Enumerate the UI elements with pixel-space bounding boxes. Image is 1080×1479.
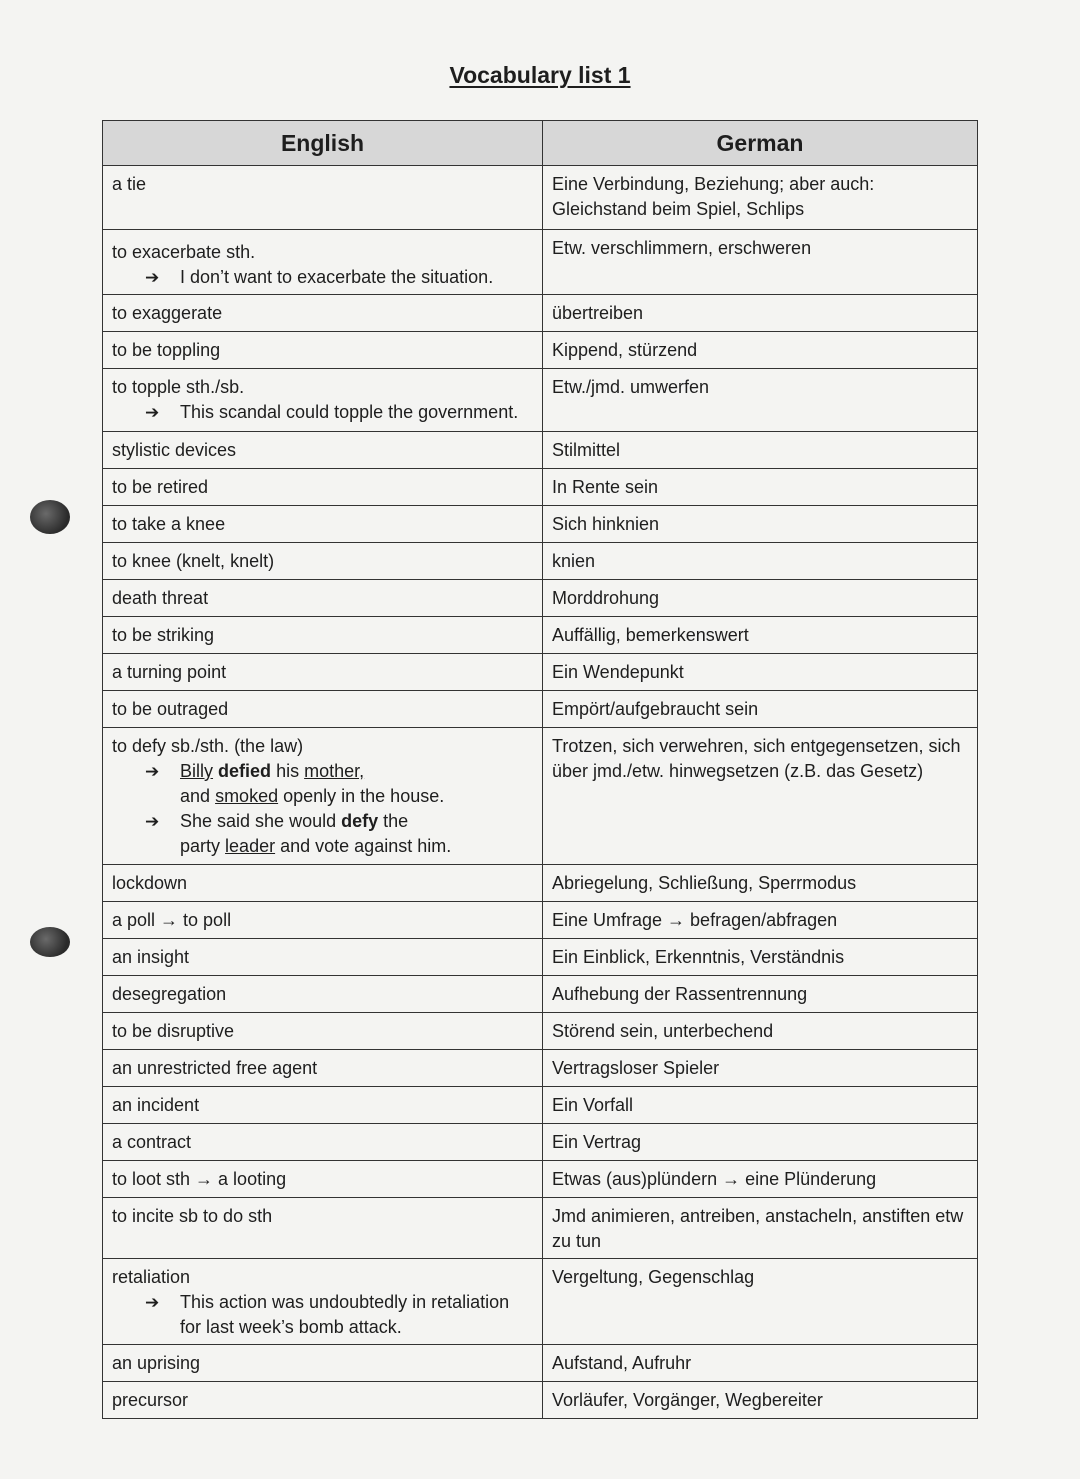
english-term: an incident (103, 1087, 543, 1124)
english-term: an unrestricted free agent (103, 1050, 543, 1087)
english-term: to defy sb./sth. (the law) (112, 736, 304, 756)
table-row (103, 691, 978, 728)
english-term: to be retired (103, 469, 543, 506)
german-translation: Empört/aufgebraucht sein (543, 691, 978, 728)
table-row (103, 1345, 978, 1382)
vocabulary-table (102, 120, 978, 1419)
german-translation: Vorläufer, Vorgänger, Wegbereiter (543, 1382, 978, 1419)
table-row (103, 617, 978, 654)
english-term: an uprising (103, 1345, 543, 1382)
english-term-cell (103, 369, 543, 432)
english-term: stylistic devices (103, 432, 543, 469)
german-translation: Auffällig, bemerkenswert (543, 617, 978, 654)
english-term: to exacerbate sth. (112, 242, 256, 262)
english-term: to topple sth./sb. (112, 377, 245, 397)
english-term: to be outraged (103, 691, 543, 728)
german-translation: Aufhebung der Rassentrennung (543, 976, 978, 1013)
page-title: Vocabulary list 1 (449, 62, 631, 88)
table-row (103, 902, 978, 939)
table-row (103, 1198, 978, 1259)
example-sentence: ➔ I don’t want to exacerbate the situation. (112, 265, 533, 290)
german-translation: knien (543, 543, 978, 580)
english-term: to knee (knelt, knelt) (103, 543, 543, 580)
english-term: to be disruptive (103, 1013, 543, 1050)
english-term: precursor (103, 1382, 543, 1419)
table-header-row (103, 121, 978, 166)
punch-hole-icon (30, 500, 70, 534)
german-translation: Sich hinknien (543, 506, 978, 543)
english-term: to take a knee (103, 506, 543, 543)
table-row (103, 166, 978, 230)
english-term: retaliation (112, 1267, 191, 1287)
example-sentence: ➔ This scandal could topple the government. (112, 400, 533, 425)
german-translation: Eine Verbindung, Beziehung; aber auch: Gleichstand beim Spiel, Schlips (543, 166, 978, 230)
example-sentence: ➔ This action was undoubtedly in retaliation for last week’s bomb attack. (112, 1290, 533, 1340)
table-row (103, 432, 978, 469)
table-row (103, 728, 978, 865)
column-header-german: German (543, 121, 978, 166)
german-translation: Störend sein, unterbechend (543, 1013, 978, 1050)
english-term-cell (103, 1259, 543, 1345)
english-term: to be striking (103, 617, 543, 654)
table-row (103, 295, 978, 332)
english-term: lockdown (103, 865, 543, 902)
english-term: a poll → to poll (103, 902, 543, 939)
german-translation: Kippend, stürzend (543, 332, 978, 369)
table-row (103, 1259, 978, 1345)
german-translation: übertreiben (543, 295, 978, 332)
table-row (103, 1087, 978, 1124)
column-header-english: English (103, 121, 543, 166)
english-term: to loot sth → a looting (103, 1161, 543, 1198)
table-row (103, 543, 978, 580)
table-row (103, 1161, 978, 1198)
german-translation: Abriegelung, Schließung, Sperrmodus (543, 865, 978, 902)
german-translation: Etw./jmd. umwerfen (543, 369, 978, 432)
english-term: to incite sb to do sth (103, 1198, 543, 1259)
english-term: a tie (103, 166, 543, 230)
english-term-cell (103, 230, 543, 295)
german-translation: Aufstand, Aufruhr (543, 1345, 978, 1382)
german-translation: In Rente sein (543, 469, 978, 506)
table-row (103, 976, 978, 1013)
german-translation: Vertragsloser Spieler (543, 1050, 978, 1087)
table-row (103, 939, 978, 976)
german-translation: Etwas (aus)plündern → eine Plünderung (543, 1161, 978, 1198)
english-term: death threat (103, 580, 543, 617)
table-row (103, 506, 978, 543)
punch-hole-icon (30, 927, 70, 957)
german-translation: Eine Umfrage → befragen/abfragen (543, 902, 978, 939)
german-translation: Ein Vertrag (543, 1124, 978, 1161)
table-row (103, 469, 978, 506)
table-row (103, 654, 978, 691)
table-row (103, 332, 978, 369)
table-row (103, 580, 978, 617)
example-sentence: ➔ She said she would defy the party leader and vote against him. (112, 809, 533, 859)
table-row (103, 1013, 978, 1050)
example-sentence: ➔ Billy defied his mother, and smoked openly in the house. (112, 759, 533, 809)
german-translation: Ein Vorfall (543, 1087, 978, 1124)
english-term: to exaggerate (103, 295, 543, 332)
german-translation: Trotzen, sich verwehren, sich entgegensetzen, sich über jmd./etw. hinwegsetzen (z.B. das Gesetz) (543, 728, 978, 865)
german-translation: Morddrohung (543, 580, 978, 617)
english-term: a contract (103, 1124, 543, 1161)
german-translation: Jmd animieren, antreiben, anstacheln, anstiften etw zu tun (543, 1198, 978, 1259)
german-translation: Vergeltung, Gegenschlag (543, 1259, 978, 1345)
english-term: to be toppling (103, 332, 543, 369)
table-row (103, 1382, 978, 1419)
german-translation: Ein Wendepunkt (543, 654, 978, 691)
german-translation: Ein Einblick, Erkenntnis, Verständnis (543, 939, 978, 976)
english-term: a turning point (103, 654, 543, 691)
german-translation: Stilmittel (543, 432, 978, 469)
table-row (103, 865, 978, 902)
table-row (103, 1050, 978, 1087)
english-term: desegregation (103, 976, 543, 1013)
english-term: an insight (103, 939, 543, 976)
table-row (103, 230, 978, 295)
english-term-cell (103, 728, 543, 865)
german-translation: Etw. verschlimmern, erschweren (543, 230, 978, 295)
table-row (103, 369, 978, 432)
table-row (103, 1124, 978, 1161)
